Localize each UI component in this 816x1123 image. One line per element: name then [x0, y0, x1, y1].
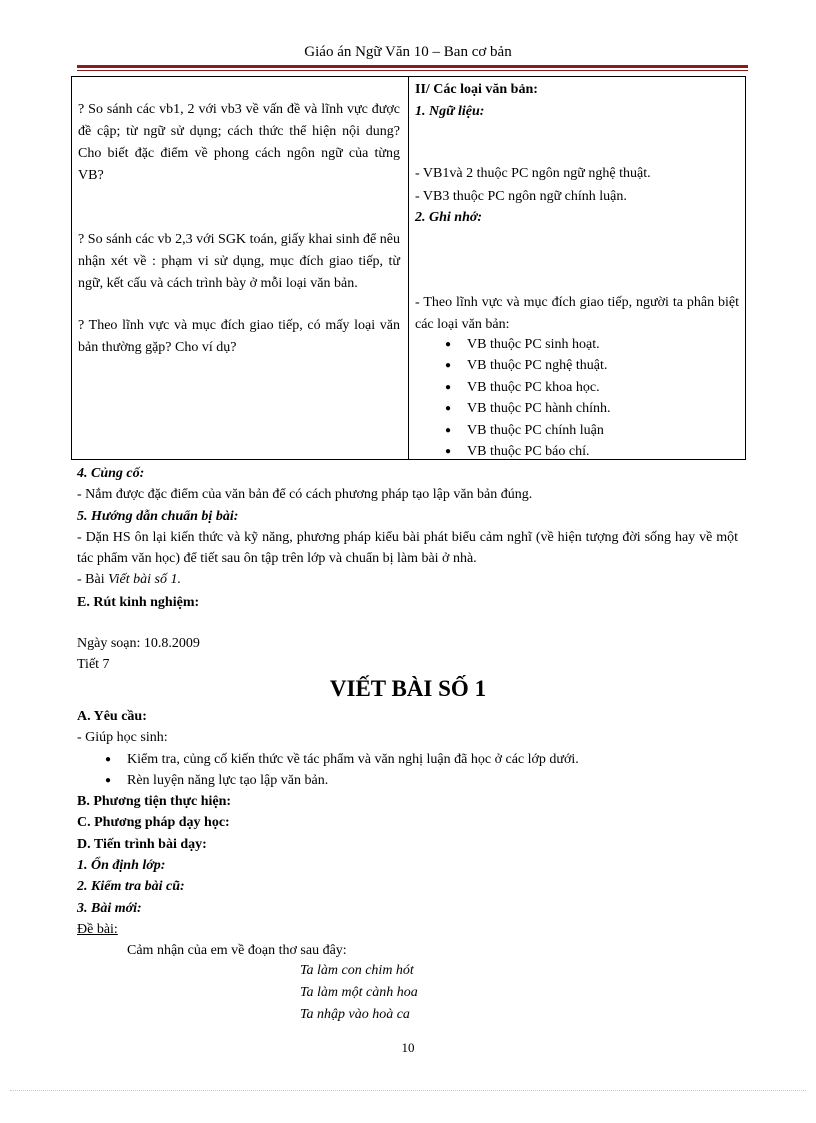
materials-line-1: - VB1và 2 thuộc PC ngôn ngữ nghệ thuật.: [415, 166, 651, 181]
task-title: Viết bài số 1.: [108, 572, 181, 588]
procedure-heading: D. Tiến trình bài dạy:: [77, 836, 207, 852]
list-item: ● Rèn luyện năng lực tạo lập văn bản.: [77, 770, 738, 791]
period-number: Tiết 7: [77, 657, 110, 673]
means-heading: B. Phương tiện thực hiện:: [77, 794, 232, 810]
poem-line: Ta làm con chim hót: [300, 963, 414, 978]
lesson-title: VIẾT BÀI SỐ 1: [329, 676, 487, 701]
header-rule-thick: [77, 65, 748, 68]
materials-line-2: - VB3 thuộc PC ngôn ngữ chính luận.: [415, 189, 627, 204]
poem: [300, 960, 418, 1026]
prep-date: Ngày soạn: 10.8.2009: [77, 636, 200, 651]
list-item: ● VB thuộc PC nghệ thuật.: [415, 355, 739, 376]
list-item: ● VB thuộc PC sinh hoạt.: [415, 334, 739, 355]
poem-line: Ta nhập vào hoà ca: [300, 1007, 410, 1022]
step-2: 2. Kiểm tra bài cũ:: [77, 879, 185, 895]
text-type-list: [415, 334, 739, 462]
requirements-intro: - Giúp học sinh:: [77, 730, 168, 746]
preparation-heading: 5. Hướng dẫn chuẩn bị bài:: [77, 508, 239, 524]
list-item: ● VB thuộc PC hành chính.: [415, 398, 739, 419]
header-rule-thin: [77, 70, 748, 71]
topic-label: Đề bài:: [77, 921, 118, 937]
list-item: ● VB thuộc PC khoa học.: [415, 377, 739, 398]
page-header: Giáo án Ngữ Văn 10 – Ban cơ bản: [304, 44, 512, 60]
table-column-divider: [408, 77, 409, 459]
task-prefix: - Bài: [77, 572, 109, 588]
consolidation-text: - Nắm được đặc điểm của văn bản để có cách phương pháp tạo lập văn bản đúng.: [77, 487, 533, 503]
remember-note: - Theo lĩnh vực và mục đích giao tiếp, người ta phân biệt các loại văn bản:: [415, 295, 739, 332]
experience-heading: E. Rút kinh nghiệm:: [77, 594, 200, 610]
question-2: ? So sánh các vb 2,3 với SGK toán, giấy khai sinh để nêu nhận xét về : phạm vi sử dụng, mục đích giao tiếp, từ ngữ, kết cấu và cách trình bày ở mỗi loại văn bản.: [78, 232, 400, 291]
list-item: ● Kiểm tra, củng cố kiến thức về tác phẩm và văn nghị luận đã học ở các lớp dưới.: [77, 749, 738, 770]
page-bottom-divider: [10, 1090, 806, 1091]
page-number: 10: [401, 1040, 415, 1055]
step-1: 1. Ổn định lớp:: [77, 858, 166, 874]
subheading-materials: 1. Ngữ liệu:: [415, 104, 485, 119]
requirements-list: [77, 749, 738, 792]
list-item: ● VB thuộc PC báo chí.: [415, 441, 739, 462]
list-item: ● VB thuộc PC chính luận: [415, 420, 739, 441]
preparation-task: [77, 569, 738, 590]
section-heading-text-types: II/ Các loại văn bản:: [415, 82, 538, 97]
requirements-heading: A. Yêu cầu:: [77, 709, 147, 724]
subheading-remember: 2. Ghi nhớ:: [415, 210, 483, 225]
lesson-table: [71, 76, 746, 460]
lesson-meta: [77, 633, 738, 676]
preparation-text: - Dặn HS ôn lại kiến thức và kỹ năng, phương pháp kiểu bài phát biểu cảm nghĩ (về hiện tượng đời sống hay về một tác phẩm văn học) để tiết sau ôn tập trên lớp và chuẩn bị làm bài ở nhà.: [77, 529, 738, 567]
lesson-body: [77, 706, 738, 962]
step-3: 3. Bài mới:: [77, 900, 142, 916]
poem-line: Ta làm một cành hoa: [300, 985, 418, 1000]
method-heading: C. Phương pháp dạy học:: [77, 815, 230, 831]
question-1: ? So sánh các vb1, 2 với vb3 về vấn đề và lĩnh vực được đề cập; từ ngữ sử dụng; cách thức thể hiện nội dung? Cho biết đặc điểm về phong cách ngôn ngữ của từng VB?: [78, 102, 400, 183]
consolidation-heading: 4. Củng cố:: [77, 466, 145, 481]
after-table-body: [77, 463, 738, 613]
topic-text: Cảm nhận của em về đoạn thơ sau đây:: [127, 943, 347, 959]
question-3: ? Theo lĩnh vực và mục đích giao tiếp, có mấy loại văn bản thường gặp? Cho ví dụ?: [78, 318, 400, 355]
